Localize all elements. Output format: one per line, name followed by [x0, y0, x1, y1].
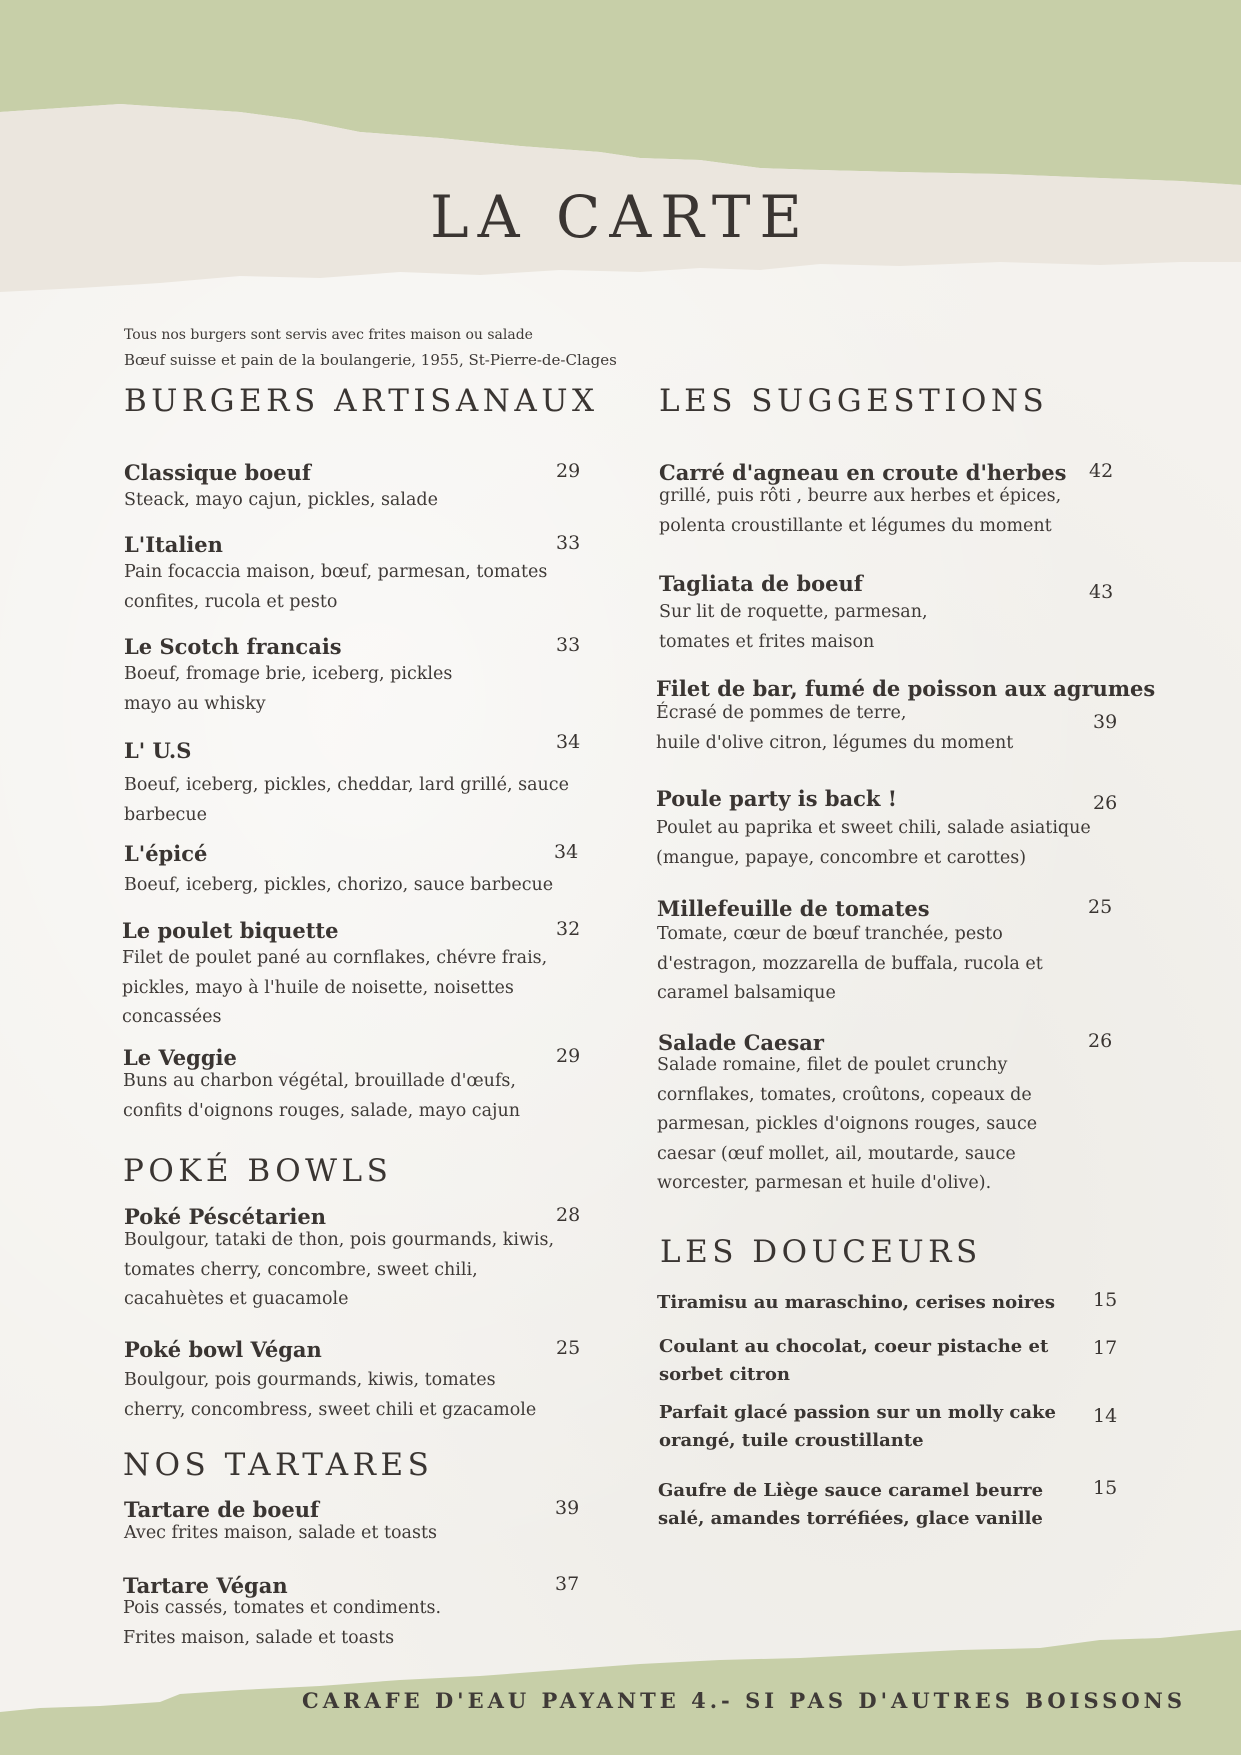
- description-line: Poulet au paprika et sweet chili, salade asiatique: [656, 818, 1091, 838]
- section-title-douceurs: LES DOUCEURS: [660, 1234, 982, 1270]
- item-price: 17: [1093, 1337, 1118, 1359]
- item-description: [124, 871, 581, 901]
- section-title-poke: POKÉ BOWLS: [123, 1153, 393, 1189]
- item-name-line: Parfait glacé passion sur un molly cake: [659, 1402, 1056, 1423]
- menu-item: [123, 1573, 581, 1653]
- item-name: Classique boeuf: [124, 460, 311, 485]
- dessert-item: [659, 1399, 1118, 1455]
- description-line: huile d'olive citron, légumes du moment: [656, 732, 1014, 753]
- item-name: Tagliata de boeuf: [659, 571, 863, 596]
- item-price: 25: [1088, 896, 1113, 918]
- item-description: [657, 920, 1114, 1009]
- item-name: [659, 1399, 1114, 1455]
- menu-item: [124, 532, 581, 617]
- menu-item: [124, 460, 581, 516]
- item-price: 14: [1093, 1405, 1118, 1427]
- item-name: Tartare de boeuf: [124, 1497, 320, 1522]
- footer-note: CARAFE D'EAU PAYANTE 4.- SI PAS D'AUTRES BOISSONS: [301, 1688, 1186, 1713]
- description-line: caesar (œuf mollet, ail, moutarde, sauce: [657, 1143, 1016, 1164]
- item-description: [657, 1051, 1114, 1199]
- menu-item: [659, 571, 1114, 657]
- description-line: (mangue, papaye, concombre et carottes): [656, 847, 1027, 868]
- item-description: [123, 1594, 581, 1653]
- description-line: tomates cherry, concombre, sweet chili,: [124, 1259, 478, 1280]
- item-name: L' U.S: [124, 738, 192, 763]
- item-description: [656, 814, 1114, 873]
- item-name: L'épicé: [124, 841, 208, 866]
- intro-line: Bœuf suisse et pain de la boulangerie, 1955, St-Pierre-de-Clages: [124, 351, 617, 369]
- item-description: [124, 1519, 581, 1549]
- dessert-item: [659, 1333, 1118, 1389]
- description-line: confites, rucola et pesto: [124, 591, 338, 612]
- description-line: Écrasé de pommes de terre,: [656, 703, 907, 723]
- item-description: [122, 944, 581, 1033]
- dessert-item: [657, 1289, 1118, 1317]
- item-name-line: orangé, tuile croustillante: [659, 1430, 924, 1451]
- description-line: polenta croustillante et légumes du moment: [659, 515, 1052, 536]
- item-price: 32: [556, 918, 581, 940]
- description-line: barbecue: [124, 804, 207, 825]
- item-name-line: sorbet citron: [659, 1364, 790, 1385]
- description-line: Boulgour, tataki de thon, pois gourmands, kiwis,: [124, 1230, 555, 1250]
- item-name: Poké bowl Végan: [124, 1337, 322, 1362]
- description-line: pickles, mayo à l'huile de noisette, noisettes: [122, 977, 514, 998]
- menu-item: [124, 1497, 581, 1549]
- item-name-line: Gaufre de Liège sauce caramel beurre: [658, 1480, 1044, 1501]
- item-description: [124, 660, 581, 719]
- menu-item: [124, 731, 581, 830]
- item-name: [657, 1289, 1114, 1317]
- description-line: Salade romaine, filet de poulet crunchy: [657, 1055, 1008, 1075]
- description-line: Pain focaccia maison, bœuf, parmesan, tomates: [124, 562, 548, 582]
- item-name: Le Scotch francais: [124, 634, 342, 659]
- item-name: [658, 1477, 1114, 1533]
- item-description: [124, 1366, 581, 1425]
- menu-item: [123, 1045, 581, 1126]
- menu-item: [124, 1337, 581, 1425]
- description-line: cherry, concombress, sweet chili et gzacamole: [124, 1399, 537, 1420]
- menu-item: [659, 460, 1114, 541]
- item-price: 28: [556, 1204, 581, 1226]
- item-name: Le poulet biquette: [122, 918, 339, 943]
- menu-item: [124, 634, 581, 719]
- item-name-line: salé, amandes torréfiées, glace vanille: [658, 1508, 1043, 1529]
- item-price: 26: [1088, 1030, 1113, 1052]
- item-name-line: Coulant au chocolat, coeur pistache et: [659, 1336, 1049, 1357]
- description-line: cornflakes, tomates, croûtons, copeaux de: [657, 1084, 1032, 1105]
- item-price: 15: [1093, 1289, 1118, 1311]
- menu-item: [657, 896, 1114, 1009]
- item-price: 25: [556, 1337, 581, 1359]
- item-price: 34: [556, 731, 581, 753]
- item-description: [659, 482, 1114, 541]
- description-line: concassées: [122, 1007, 222, 1027]
- intro-line: Tous nos burgers sont servis avec frites maison ou salade: [124, 327, 533, 343]
- item-name: Millefeuille de tomates: [657, 896, 930, 921]
- item-price: 15: [1093, 1477, 1118, 1499]
- menu-item: [656, 786, 1118, 873]
- menu-item: [124, 841, 581, 901]
- description-line: Boeuf, fromage brie, iceberg, pickles: [124, 664, 453, 684]
- item-price: 43: [1089, 581, 1114, 603]
- item-description: [659, 598, 1114, 657]
- description-line: Steack, mayo cajun, pickles, salade: [124, 490, 438, 510]
- item-price: 33: [556, 634, 581, 656]
- section-title-suggestions: LES SUGGESTIONS: [659, 383, 1049, 419]
- description-line: Frites maison, salade et toasts: [123, 1627, 395, 1648]
- item-price: 26: [1093, 792, 1118, 814]
- item-name: [659, 1333, 1114, 1389]
- description-line: Boulgour, pois gourmands, kiwis, tomates: [124, 1370, 496, 1390]
- description-line: Tomate, cœur de bœuf tranchée, pesto: [657, 924, 1003, 944]
- description-line: tomates et frites maison: [659, 631, 875, 652]
- description-line: Pois cassés, tomates et condiments.: [123, 1598, 442, 1618]
- item-price: 33: [556, 532, 581, 554]
- description-line: parmesan, pickles d'oignons rouges, sauce: [657, 1114, 1038, 1134]
- menu-item: [124, 1204, 581, 1315]
- item-name: Poké Péscétarien: [124, 1204, 326, 1229]
- page-title: LA CARTE: [430, 183, 811, 251]
- item-price: 42: [1089, 460, 1114, 482]
- description-line: Buns au charbon végétal, brouillade d'œufs,: [123, 1071, 516, 1091]
- item-name: Le Veggie: [123, 1045, 237, 1070]
- item-description: [123, 1067, 581, 1126]
- item-price: 39: [555, 1497, 580, 1519]
- menu-item: [658, 1030, 1114, 1199]
- item-price: 29: [556, 1045, 581, 1067]
- description-line: d'estragon, mozzarella de buffala, rucola et: [657, 953, 1043, 974]
- item-description: [656, 699, 1114, 758]
- description-line: Avec frites maison, salade et toasts: [124, 1523, 437, 1543]
- item-price: 34: [554, 841, 579, 863]
- item-name: Filet de bar, fumé de poisson aux agrumes: [656, 676, 1156, 701]
- description-line: mayo au whisky: [124, 693, 266, 714]
- description-line: Filet de poulet pané au cornflakes, chévre frais,: [122, 948, 548, 968]
- item-name: Salade Caesar: [658, 1030, 824, 1055]
- item-description: [124, 486, 581, 516]
- item-name: Poule party is back !: [656, 786, 897, 811]
- item-name: L'Italien: [124, 532, 223, 557]
- intro-text: [124, 323, 617, 373]
- description-line: grillé, puis rôti , beurre aux herbes et épices,: [659, 486, 1062, 506]
- item-price: 39: [1093, 711, 1118, 733]
- description-line: Boeuf, iceberg, pickles, cheddar, lard grillé, sauce: [124, 775, 569, 795]
- item-price: 29: [556, 460, 581, 482]
- description-line: caramel balsamique: [657, 983, 836, 1003]
- item-description: [124, 558, 581, 617]
- description-line: confits d'oignons rouges, salade, mayo cajun: [123, 1100, 521, 1121]
- menu-item: [122, 918, 581, 1033]
- dessert-item: [658, 1477, 1118, 1533]
- item-name: Carré d'agneau en croute d'herbes: [659, 460, 1067, 485]
- description-line: Boeuf, iceberg, pickles, chorizo, sauce barbecue: [124, 875, 554, 895]
- item-name-line: Tiramisu au maraschino, cerises noires: [657, 1292, 1055, 1313]
- menu-item: [656, 676, 1156, 758]
- description-line: cacahuètes et guacamole: [124, 1289, 349, 1309]
- item-description: [124, 1226, 581, 1315]
- section-title-burgers: BURGERS ARTISANAUX: [124, 383, 599, 419]
- item-price: 37: [555, 1573, 580, 1595]
- description-line: Sur lit de roquette, parmesan,: [659, 602, 928, 622]
- item-name: Tartare Végan: [123, 1573, 288, 1598]
- description-line: worcester, parmesan et huile d'olive).: [657, 1173, 992, 1193]
- section-title-tartares: NOS TARTARES: [123, 1447, 434, 1483]
- item-description: [124, 771, 581, 830]
